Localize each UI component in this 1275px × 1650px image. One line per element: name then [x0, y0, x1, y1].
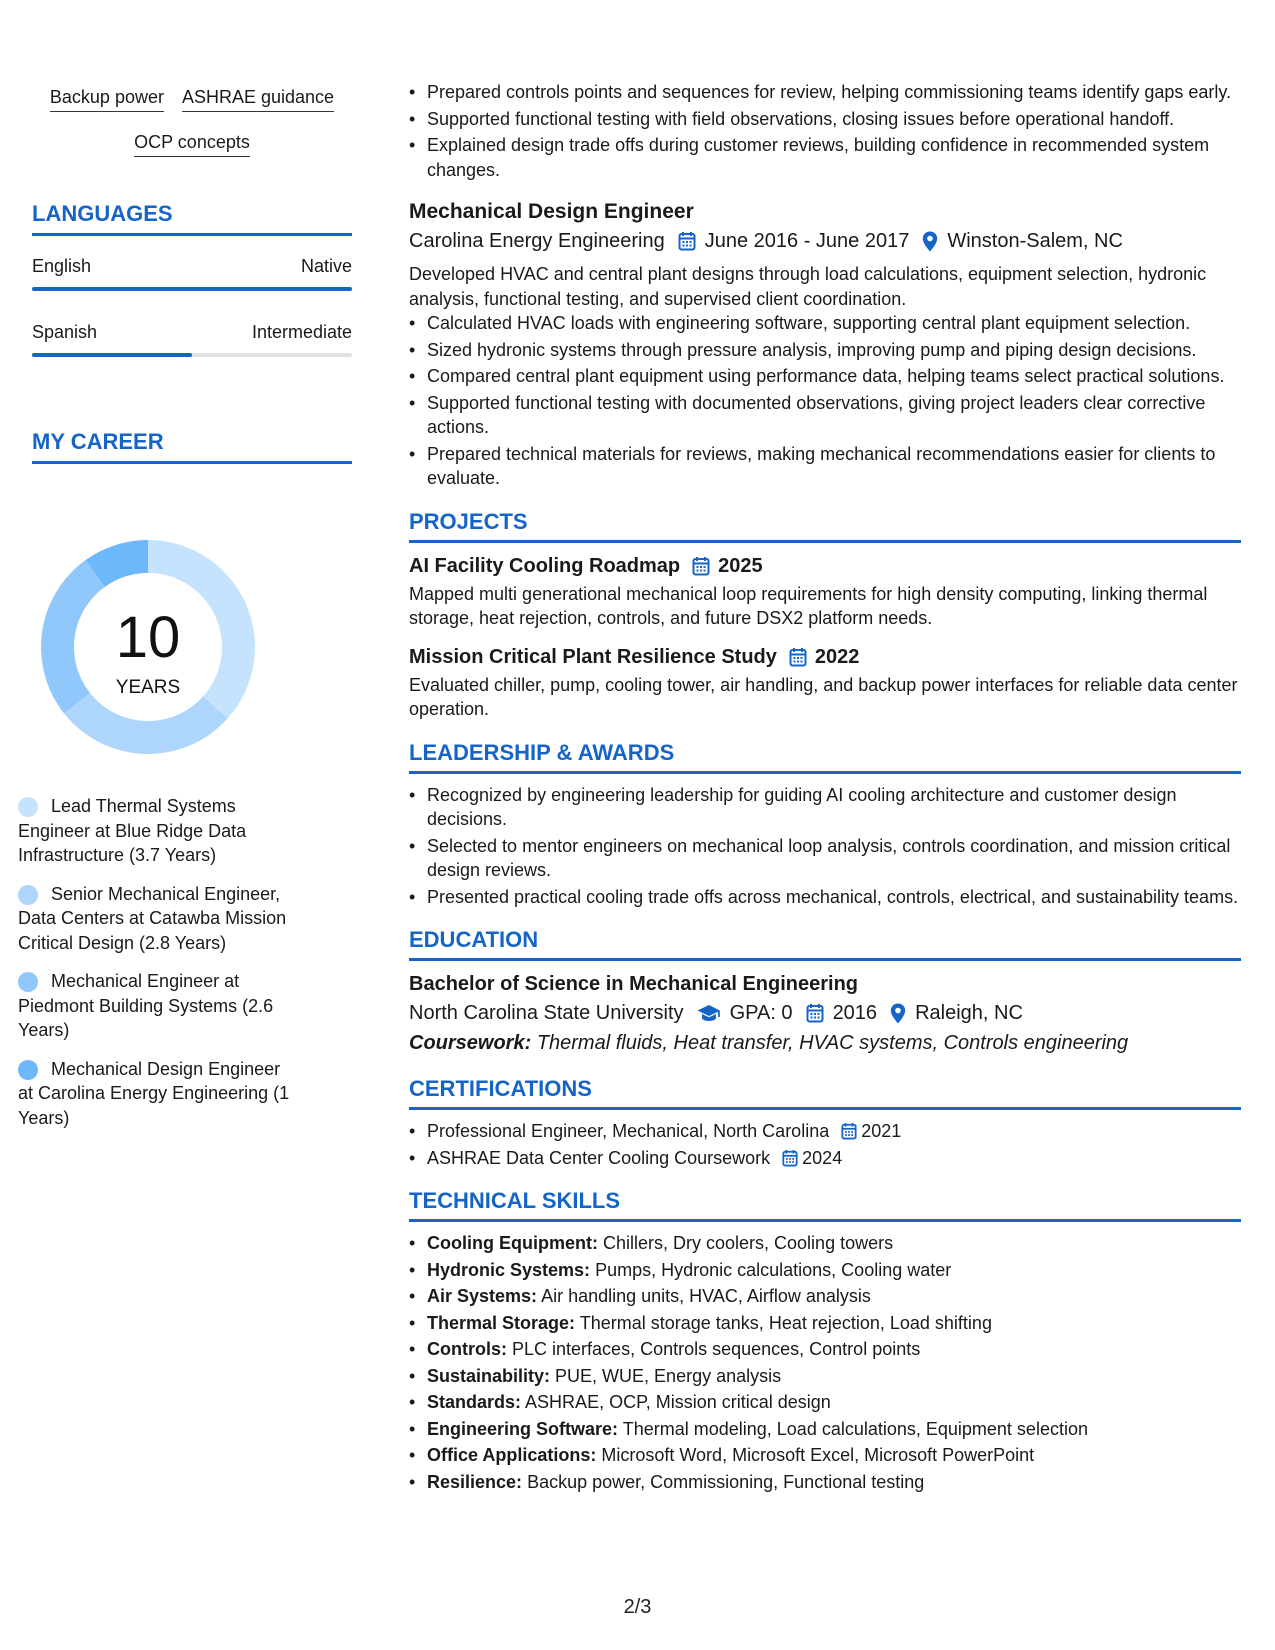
skill-label: Air Systems:	[427, 1286, 538, 1306]
project-title	[409, 552, 1241, 580]
skill-value: PLC interfaces, Controls sequences, Control points	[512, 1339, 921, 1359]
language-level: Intermediate	[251, 322, 352, 342]
career-legend	[18, 794, 298, 1144]
education-coursework	[409, 1028, 1241, 1058]
skill-item	[409, 1231, 1241, 1256]
coursework-label: Coursework:	[409, 1032, 532, 1054]
skill-value: PUE, WUE, Energy analysis	[555, 1365, 782, 1386]
skill-item	[409, 1390, 1241, 1415]
donut-slice	[64, 693, 228, 754]
tag-cloud	[32, 86, 352, 176]
calendar-icon	[789, 647, 807, 667]
career-legend-text: Lead Thermal Systems Engineer at Blue Ridge Data Infrastructure (3.7 Years)	[18, 796, 247, 865]
skill-item	[409, 1470, 1241, 1495]
language-proficiency-bar	[32, 353, 352, 357]
main-content	[409, 80, 1241, 1496]
skill-label: Engineering Software:	[427, 1418, 619, 1439]
career-legend-item	[18, 794, 298, 868]
project-year: 2022	[814, 645, 860, 668]
language-proficiency-fill	[32, 353, 192, 357]
career-donut-chart	[34, 533, 262, 761]
projects-heading: PROJECTS	[409, 509, 1241, 543]
skill-item	[409, 1311, 1241, 1336]
tag: OCP concepts	[134, 131, 250, 157]
coursework-list: Thermal fluids, Heat transfer, HVAC systems, Controls engineering	[536, 1032, 1129, 1054]
education-degree: Bachelor of Science in Mechanical Engineering	[409, 973, 859, 995]
certifications-heading: CERTIFICATIONS	[409, 1076, 1241, 1110]
job-description: Developed HVAC and central plant designs through load calculations, equipment selection, hydronic analysis, functional testing, and supervised client coordination.	[409, 264, 1207, 309]
education-heading: EDUCATION	[409, 927, 1241, 961]
skill-value: Thermal modeling, Load calculations, Equipment selection	[622, 1418, 1088, 1439]
leadership-list	[409, 783, 1241, 910]
skill-value: Microsoft Word, Microsoft Excel, Microsoft PowerPoint	[601, 1445, 1035, 1465]
language-proficiency-bar	[32, 287, 352, 291]
certifications-list	[409, 1119, 1241, 1170]
skill-label: Controls:	[427, 1339, 507, 1359]
bullet-item: • Prepared controls points and sequences for review, helping commissioning teams identify gaps early.	[409, 80, 1241, 105]
skill-value: Pumps, Hydronic calculations, Cooling water	[595, 1259, 952, 1280]
project-name: Mission Critical Plant Resilience Study	[409, 645, 777, 668]
job-company: Carolina Energy Engineering	[409, 230, 665, 252]
job-dates: June 2016 - June 2017	[704, 230, 910, 252]
job-meta	[409, 226, 1241, 256]
bullet-item: • Calculated HVAC loads with engineering software, supporting central plant equipment selection.	[409, 311, 1241, 336]
certification-name: • Professional Engineer, Mechanical, North Carolina	[427, 1121, 830, 1141]
project-year: 2025	[718, 554, 763, 577]
certification-item	[409, 1119, 1241, 1144]
career-legend-text: Mechanical Design Engineer at Carolina Energy Engineering (1 Years)	[18, 1058, 290, 1128]
skill-item	[409, 1364, 1241, 1389]
skill-label: Thermal Storage:	[427, 1312, 576, 1333]
education-gpa: GPA: 0	[729, 1002, 793, 1024]
language-name: English	[32, 256, 92, 276]
bullet-item: • Compared central plant equipment using performance data, helping teams select practical solutions.	[409, 364, 1241, 389]
skill-item	[409, 1258, 1241, 1283]
career-total-unit: YEARS	[115, 677, 181, 698]
previous-job-bullets	[409, 80, 1241, 182]
legend-dot	[18, 885, 38, 905]
skill-item	[409, 1284, 1241, 1309]
calendar-icon	[806, 1003, 824, 1023]
career-heading: MY CAREER	[32, 429, 352, 464]
certification-item	[409, 1146, 1241, 1171]
education-school: North Carolina State University	[409, 1002, 684, 1024]
technical-skills-heading: TECHNICAL SKILLS	[409, 1188, 1241, 1222]
skill-value: Air handling units, HVAC, Airflow analysis	[541, 1286, 871, 1306]
skill-item	[409, 1443, 1241, 1468]
map-pin-icon	[922, 231, 938, 252]
skill-value: Backup power, Commissioning, Functional testing	[527, 1471, 925, 1492]
graduation-cap-icon	[697, 1004, 721, 1022]
tag: Backup power	[50, 86, 164, 112]
bullet-item: • Prepared technical materials for reviews, making mechanical recommendations easier for clients to evaluate.	[409, 442, 1241, 491]
skill-label: Cooling Equipment:	[427, 1233, 598, 1253]
bullet-item: • Explained design trade offs during customer reviews, building confidence in recommended system changes.	[409, 133, 1241, 182]
legend-dot	[18, 1060, 38, 1080]
skill-item	[409, 1337, 1241, 1362]
career-total-number: 10	[115, 605, 181, 670]
skill-label: Hydronic Systems:	[427, 1259, 591, 1280]
education-meta	[409, 998, 1241, 1028]
skill-value: Chillers, Dry coolers, Cooling towers	[603, 1233, 894, 1253]
bullet-item: • Recognized by engineering leadership for guiding AI cooling architecture and customer design decisions.	[409, 783, 1241, 832]
career-legend-item	[18, 1057, 298, 1131]
legend-dot	[18, 972, 38, 992]
bullet-item: • Selected to mentor engineers on mechanical loop analysis, controls coordination, and mission critical design reviews.	[409, 834, 1241, 883]
career-legend-item	[18, 969, 298, 1043]
project-name: AI Facility Cooling Roadmap	[409, 554, 681, 577]
certification-year: 2021	[861, 1121, 902, 1141]
project-title	[409, 643, 1241, 671]
skill-label: Office Applications:	[427, 1445, 597, 1465]
education-location: Raleigh, NC	[915, 1002, 1023, 1024]
map-pin-icon	[890, 1003, 906, 1024]
language-name: Spanish	[32, 322, 98, 342]
job-title: Mechanical Design Engineer	[409, 200, 694, 223]
page-indicator: 2/3	[623, 1596, 652, 1618]
skill-label: Standards:	[427, 1392, 522, 1412]
bullet-item: • Supported functional testing with documented observations, giving project leaders clear corrective actions.	[409, 391, 1241, 440]
leadership-heading: LEADERSHIP & AWARDS	[409, 740, 1241, 774]
skill-item	[409, 1417, 1241, 1442]
language-item	[32, 255, 352, 291]
bullet-item: • Supported functional testing with field observations, closing issues before operational handoff.	[409, 107, 1241, 132]
project-description: Evaluated chiller, pump, cooling tower, air handling, and backup power interfaces for reliable data center operation.	[409, 674, 1238, 719]
legend-dot	[18, 797, 38, 817]
education-year: 2016	[832, 1002, 878, 1024]
certification-year: 2024	[802, 1147, 843, 1168]
skill-label: Resilience:	[427, 1471, 523, 1492]
job-location: Winston-Salem, NC	[947, 230, 1123, 252]
career-legend-text: Mechanical Engineer at Piedmont Building Systems (2.6 Years)	[18, 971, 274, 1040]
career-legend-text: Senior Mechanical Engineer, Data Centers at Catawba Mission Critical Design (2.8 Years)	[18, 883, 287, 953]
calendar-icon	[692, 556, 710, 576]
career-legend-item	[18, 882, 298, 956]
calendar-icon	[841, 1122, 857, 1140]
language-proficiency-fill	[32, 287, 352, 291]
skill-value: Thermal storage tanks, Heat rejection, Load shifting	[579, 1312, 992, 1333]
language-level: Native	[300, 256, 352, 276]
calendar-icon	[782, 1149, 798, 1167]
skill-label: Sustainability:	[427, 1365, 551, 1386]
languages-heading: LANGUAGES	[32, 201, 352, 236]
job-bullets	[409, 311, 1241, 491]
skills-list	[409, 1231, 1241, 1494]
certification-name: • ASHRAE Data Center Cooling Coursework	[427, 1147, 771, 1168]
skill-value: ASHRAE, OCP, Mission critical design	[525, 1392, 831, 1412]
project-description: Mapped multi generational mechanical loop requirements for high density computing, linking thermal storage, heat rejection, controls, and future DSX2 platform needs.	[409, 583, 1208, 628]
bullet-item: • Presented practical cooling trade offs across mechanical, controls, electrical, and sustainability teams.	[409, 885, 1241, 910]
language-item	[32, 321, 352, 357]
bullet-item: • Sized hydronic systems through pressure analysis, improving pump and piping design decisions.	[409, 338, 1241, 363]
calendar-icon	[678, 231, 696, 251]
tag: ASHRAE guidance	[182, 86, 334, 112]
